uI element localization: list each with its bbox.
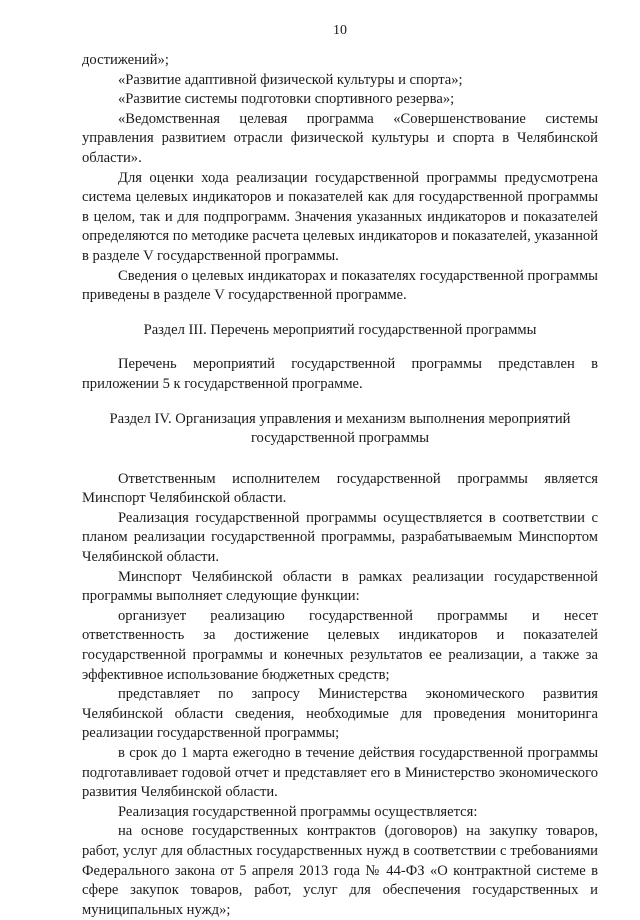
section-heading: Раздел IV. Организация управления и механизм выполнения мероприятий государственной программы	[109, 410, 571, 447]
paragraph: в срок до 1 марта ежегодно в течение действия государственной программы подготавливает годовой отчет и представляет его в Министерство экономического развития Челябинской области.	[82, 745, 598, 801]
paragraph: на основе государственных контрактов (договоров) на закупку товаров, работ, услуг для областных государственных нужд в соответствии с требованиями Федерального закона от 5 апреля 2013 года № 44-ФЗ «О контрактной системе в сфере закупок товаров, работ, услуг для обеспечения государственных и муниципальных нужд»;	[82, 823, 598, 918]
page-number: 10	[333, 23, 347, 38]
paragraph: Сведения о целевых индикаторах и показателях государственной программы приведены в разделе V государственной программе.	[82, 267, 598, 304]
paragraph: «Ведомственная целевая программа «Совершенствование системы управления развитием отрасли физической культуры и спорта в Челябинской области».	[82, 110, 598, 166]
paragraph: «Развитие адаптивной физической культуры и спорта»;	[118, 71, 463, 88]
paragraph: Ответственным исполнителем государственной программы является Минспорт Челябинской области.	[82, 470, 598, 507]
spacer	[82, 395, 598, 410]
paragraph: «Развитие системы подготовки спортивного резерва»;	[118, 91, 455, 108]
paragraph: представляет по запросу Министерства экономического развития Челябинской области сведения, необходимые для проведения мониторинга реализации государственной программы;	[82, 686, 598, 742]
document-body	[82, 51, 598, 920]
spacer	[82, 449, 598, 470]
paragraph: организует реализацию государственной программы и несет ответственность за достижение целевых индикаторов и показателей государственной программы и конечных результатов ее реализации, а также за эффективное использование бюджетных средств;	[82, 607, 598, 683]
paragraph: Перечень мероприятий государственной программы представлен в приложении 5 к государственной программе.	[82, 356, 598, 392]
paragraph: достижений»;	[82, 52, 169, 68]
spacer	[82, 306, 598, 321]
paragraph: Реализация государственной программы осуществляется:	[118, 803, 478, 820]
section-heading: Раздел III. Перечень мероприятий государственной программы	[143, 321, 537, 338]
paragraph: Для оценки хода реализации государственной программы предусмотрена система целевых индикаторов и показателей как для государственной программы в целом, так и для подпрограмм. Значения указанных индикаторов и показателей определяются по методике расчета целевых индикаторов и показателей, указанной в разделе V государственной программы.	[82, 169, 599, 264]
paragraph: Реализация государственной программы осуществляется в соответствии с планом реализации государственной программы, разрабатываемым Минспортом Челябинской области.	[82, 509, 598, 566]
spacer	[82, 340, 598, 355]
paragraph: Минспорт Челябинской области в рамках реализации государственной программы выполняет следующие функции:	[82, 568, 598, 605]
